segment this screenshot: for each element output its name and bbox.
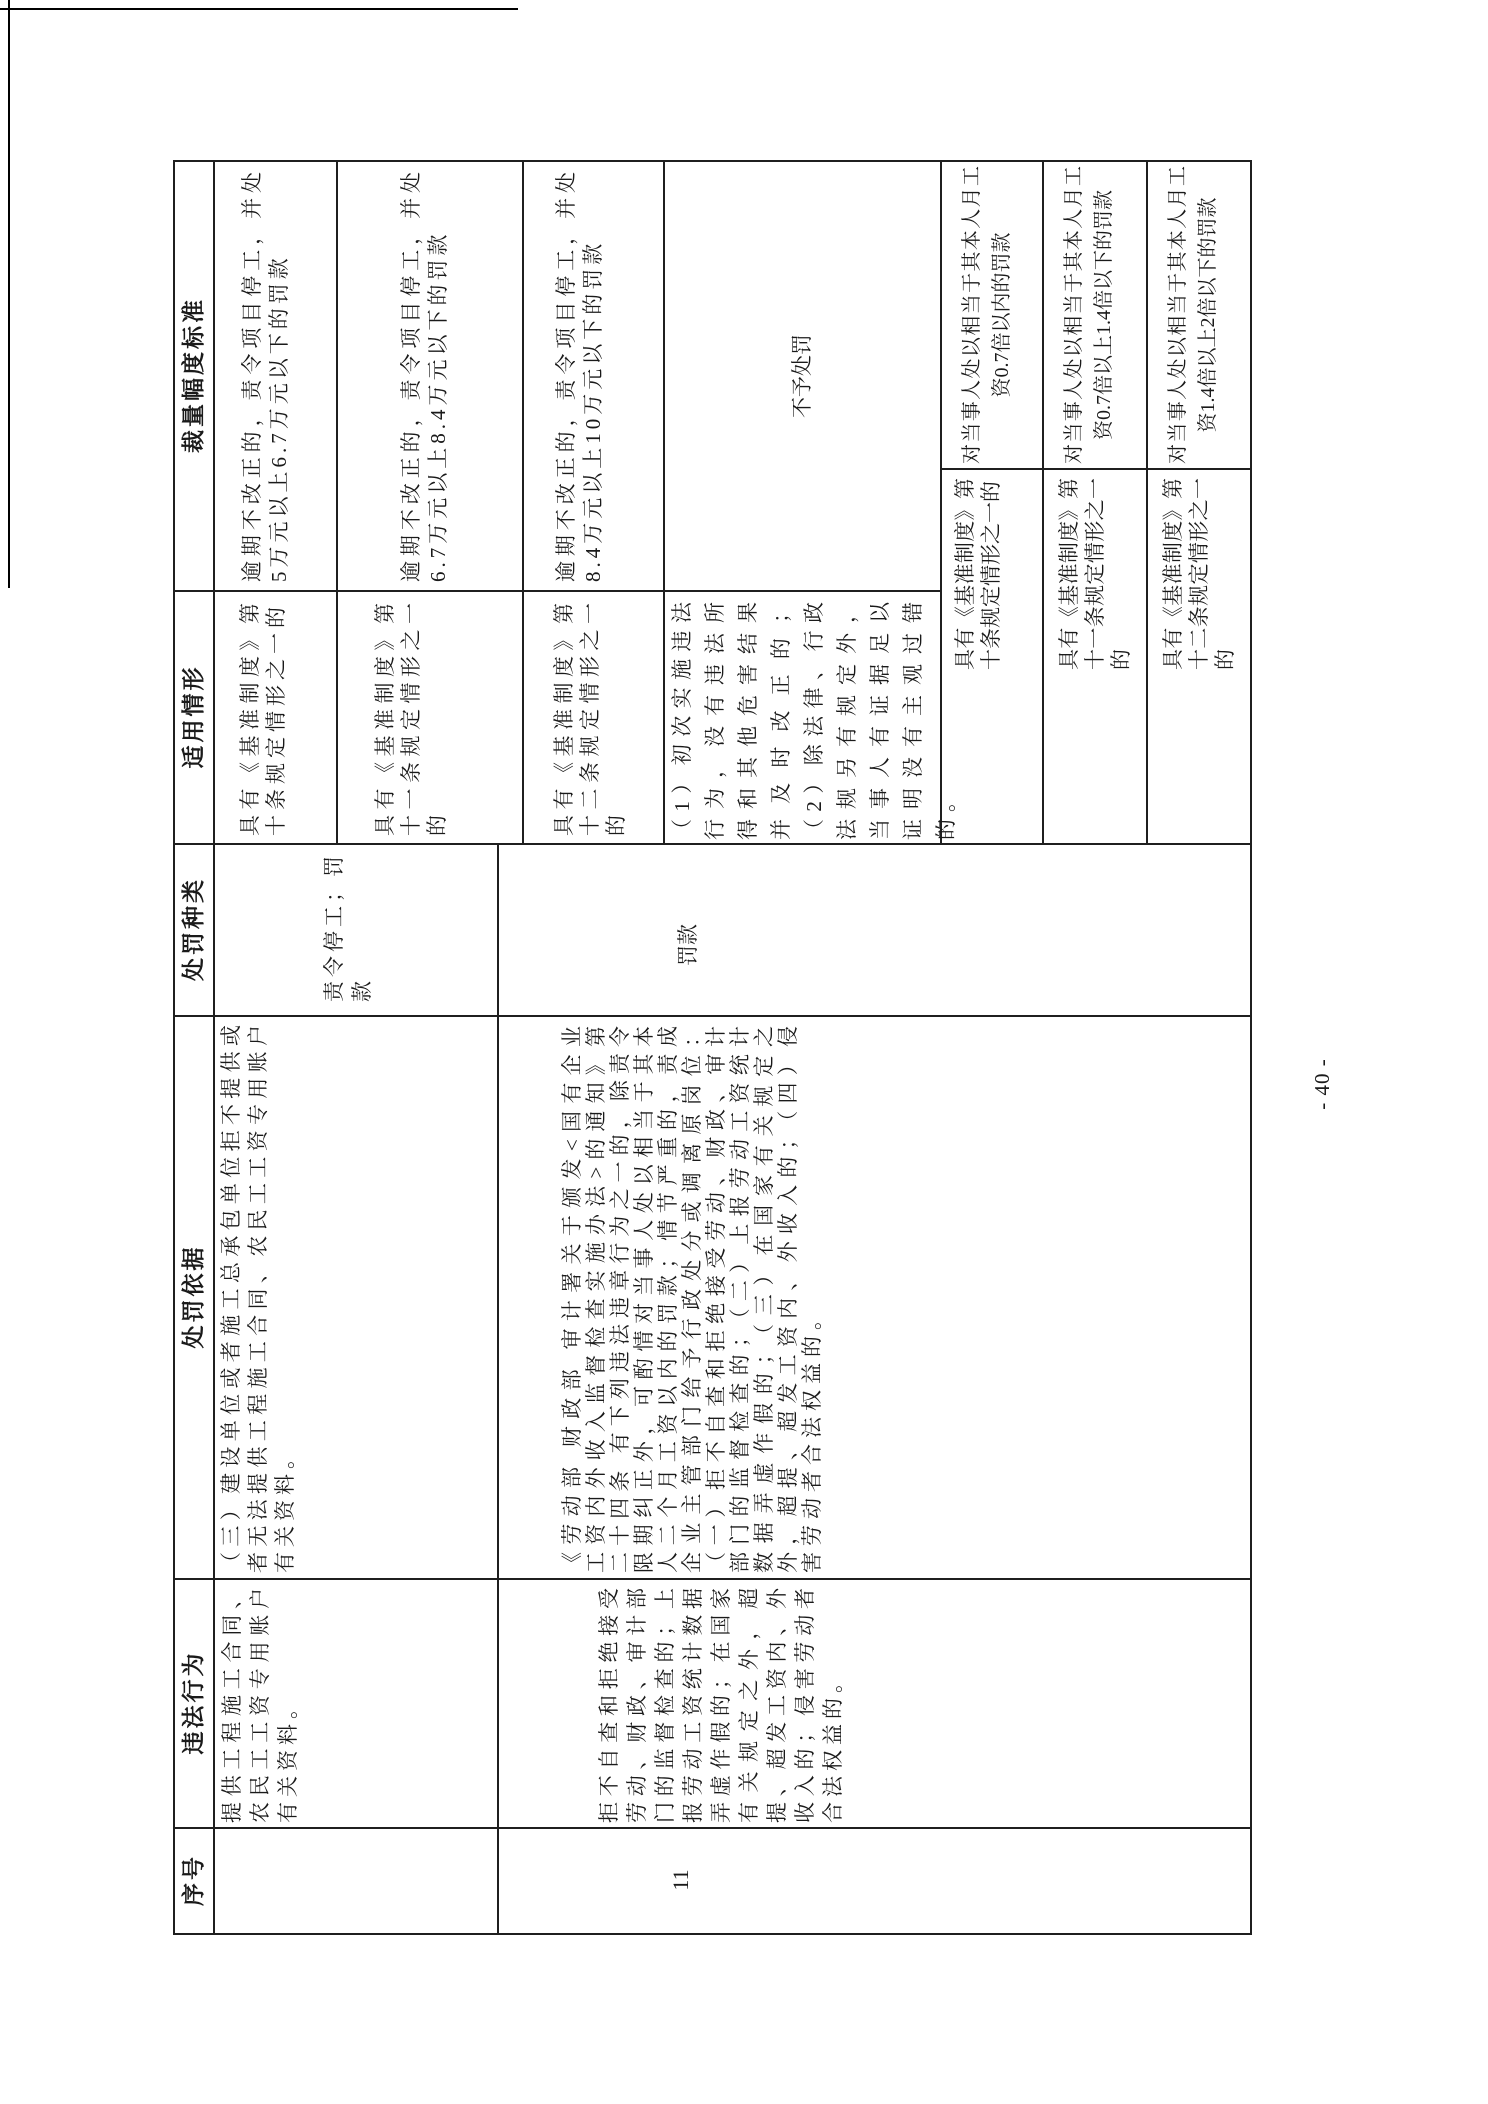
cell-11-situation-3: 具有《基准制度》第十一条规定情形之一的 bbox=[1057, 478, 1133, 670]
cell-11-range-1: 不予处罚 bbox=[789, 334, 814, 418]
cell-prev-range-3: 逾期不改正的，责令项目停工，并处8.4万元以上10万元以下的罚款 bbox=[554, 168, 605, 582]
cell-prev-situation-3: 具有《基准制度》第十二条规定情形之一的 bbox=[552, 598, 628, 836]
table-border-bottom bbox=[173, 1933, 1252, 1935]
grid-line bbox=[173, 1015, 1252, 1017]
cell-11-situation-2: 具有《基准制度》第十条规定情形之一的 bbox=[953, 478, 1003, 670]
header-type: 处罚种类 bbox=[180, 877, 206, 981]
grid-line bbox=[522, 160, 524, 845]
cell-prev-range-2: 逾期不改正的，责令项目停工，并处6.7万元以上8.4万元以下的罚款 bbox=[399, 168, 450, 582]
cell-prev-basis: （三）建设单位或者施工总承包单位拒不提供或者无法提供工程施工合同、农民工工资专用账户有关资料。 bbox=[219, 1020, 297, 1573]
grid-line bbox=[663, 160, 665, 845]
cell-11-range-3: 对当事人处以相当于其本人月工资0.7倍以上1.4倍以下的罚款 bbox=[1063, 166, 1115, 464]
cell-11-situation-1: （1）初次实施违法行为，没有违法所得和其他危害结果并及时改正的；（2）除法律、行政法规另有规定外，当事人有证据足以证明没有主观过错的。 bbox=[670, 595, 958, 840]
grid-line bbox=[1042, 160, 1044, 845]
grid-line bbox=[940, 468, 1252, 470]
cell-prev-situation-1: 具有《基准制度》第十条规定情形之一的 bbox=[238, 598, 288, 836]
grid-line bbox=[336, 160, 338, 845]
page-corner-mark-left bbox=[8, 0, 10, 588]
cell-11-type: 罚款 bbox=[675, 924, 700, 966]
header-act: 违法行为 bbox=[180, 1650, 206, 1755]
cell-11-act: 拒不自查和拒绝接受劳动、财政、审计部门的监督检查的；上报劳动工资统计数据弄虚作假的；在国家有关规定之外，超提、超发工资内、外收入的；侵害劳动者合法权益的。 bbox=[597, 1583, 845, 1823]
cell-prev-range-1: 逾期不改正的，责令项目停工，并处5万元以上6.7万元以下的罚款 bbox=[240, 168, 291, 582]
cell-11-range-2: 对当事人处以相当于其本人月工资0.7倍以内的罚款 bbox=[961, 166, 1013, 464]
table-border-right bbox=[1250, 160, 1252, 1935]
cell-11-basis: 《劳动部 财政部 审计署关于颁发<国有企业工资内外收入监督检查实施办法>的通知》第二十四条 有下列违法违章行为之一的，除责令限期纠正外，可酌情对当事人处以相当于其本人二个月工资以内的罚款；情节严重的，责成企业主管部门给予行政处分或调离原岗位：（一）拒不自查和拒绝接受劳动、财政、审计部门的监督检查的；（二）上报劳动工资统计数据弄虚作假的；（三）在国家有关规定之外，超提、超发工资内、外收入的；（四）侵害劳动者合法权益的。 bbox=[560, 1020, 824, 1573]
grid-line bbox=[173, 1578, 1252, 1580]
page-number: - 40 - bbox=[1309, 1058, 1334, 1110]
grid-line bbox=[1146, 160, 1148, 845]
cell-prev-type: 责令停工；罚款 bbox=[322, 852, 374, 1002]
grid-line bbox=[173, 1827, 1252, 1829]
grid-line bbox=[940, 160, 942, 845]
grid-line bbox=[173, 590, 942, 592]
header-basis: 处罚依据 bbox=[180, 1244, 206, 1349]
cell-prev-situation-2: 具有《基准制度》第十一条规定情形之一的 bbox=[373, 598, 449, 836]
cell-prev-act: 提供工程施工合同、农民工工资专用账户有关资料。 bbox=[220, 1583, 300, 1823]
cell-11-range-4: 对当事人处以相当于其本人月工资1.4倍以上2倍以下的罚款 bbox=[1167, 166, 1219, 464]
grid-line bbox=[213, 160, 215, 1935]
grid-line bbox=[173, 843, 1252, 845]
page-corner-mark-top bbox=[0, 8, 518, 10]
cell-11-situation-4: 具有《基准制度》第十二条规定情形之一的 bbox=[1161, 478, 1237, 670]
header-range: 裁量幅度标准 bbox=[180, 297, 206, 453]
table-border-top bbox=[173, 160, 1252, 162]
grid-line bbox=[497, 843, 499, 1935]
cell-11-seq: 11 bbox=[667, 1869, 693, 1891]
header-seq: 序号 bbox=[180, 1854, 206, 1906]
header-situation: 适用情形 bbox=[180, 664, 206, 769]
